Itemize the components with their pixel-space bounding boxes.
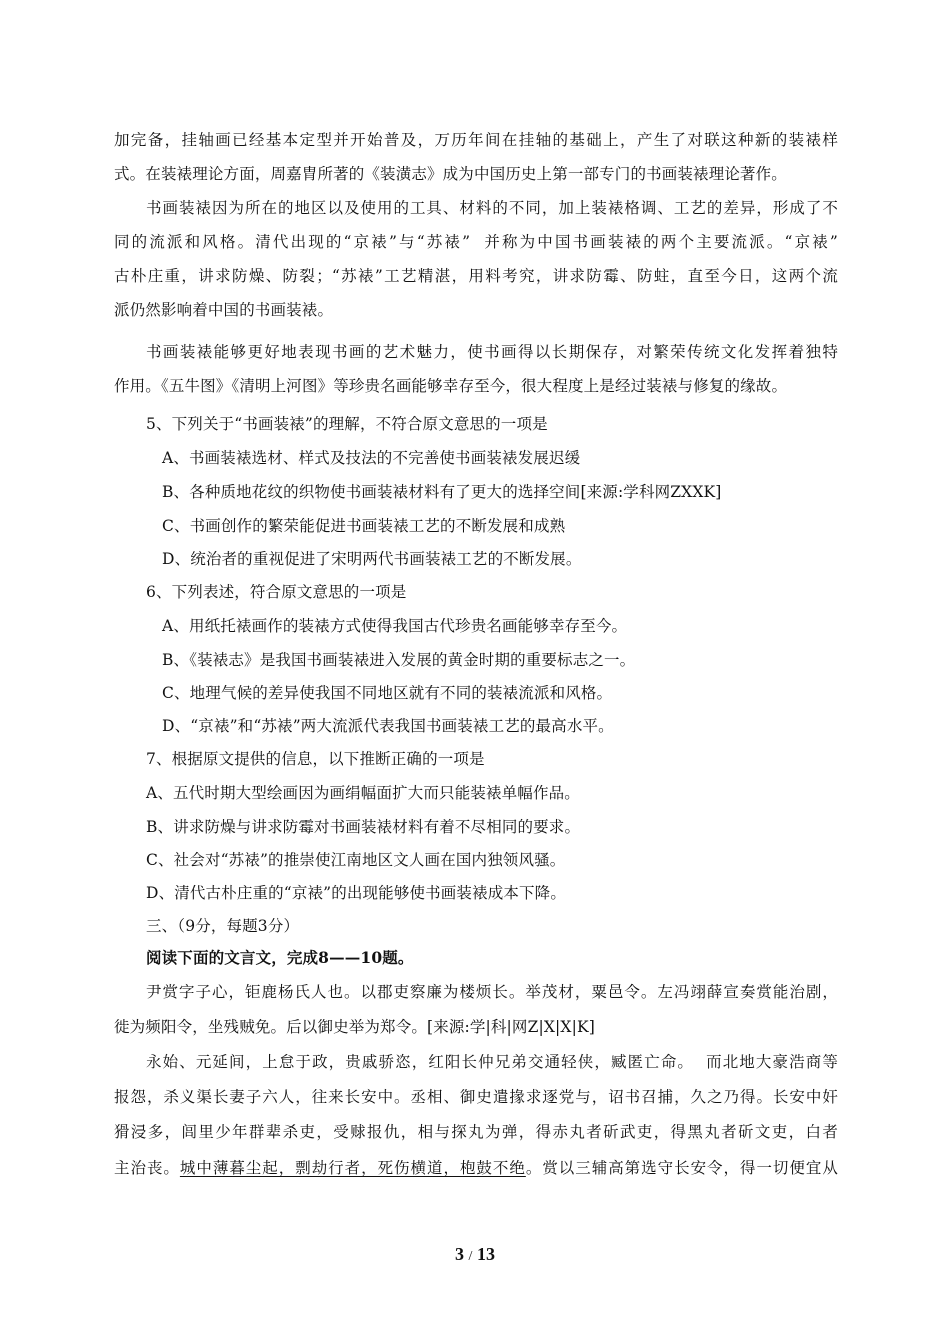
section-3-instruction: 阅读下面的文言文，完成8——10题。 (146, 948, 414, 967)
classical-text-line: 报怨，杀义渠长妻子六人，往来长安中。丞相、御史遣掾求逐党与，诏书召捕，久之乃得。长安中奸 (114, 1088, 838, 1106)
question-5-option-c: C、书画创作的繁荣能促进书画装裱工艺的不断发展和成熟 (162, 517, 566, 535)
section-3-heading: 三、（9分，每题3分） (146, 917, 300, 935)
question-6-option-c: C、地理气候的差异使我国不同地区就有不同的装裱流派和风格。 (162, 684, 613, 702)
paragraph-line: 古朴庄重，讲求防燥、防裂；“苏裱”工艺精湛，用料考究，讲求防霉、防蛀，直至今日，这两个流 (114, 267, 838, 285)
paragraph-line: 同的流派和风格。清代出现的“京裱”与“苏裱” 并称为中国书画装裱的两个主要流派。“京裱” (114, 233, 838, 251)
paragraph-line: 加完备，挂轴画已经基本定型并开始普及，万历年间在挂轴的基础上，产生了对联这种新的装裱样 (114, 131, 838, 149)
classical-text-line: 猾浸多，闾里少年群辈杀吏，受赇报仇，相与探丸为弹，得赤丸者斫武吏，得黑丸者斫文吏，白者 (114, 1123, 838, 1141)
question-5-stem: 5、下列关于“书画装裱”的理解，不符合原文意思的一项是 (146, 415, 548, 433)
question-6-option-b: B、《装裱志》是我国书画装裱进入发展的黄金时期的重要标志之一。 (162, 651, 636, 669)
last-line-suffix: 。赏以三辅高第选守长安令，得一切便宜从 (525, 1159, 839, 1177)
underlined-sentence: 城中薄暮尘起，剽劫行者，死伤横道，枹鼓不绝 (179, 1159, 526, 1177)
question-6-option-a: A、用纸托裱画作的装裱方式使得我国古代珍贵名画能够幸存至今。 (162, 617, 628, 635)
classical-text-last-line (114, 1158, 838, 1178)
paragraph-line: 作用。《五牛图》《清明上河图》等珍贵名画能够幸存至今，很大程度上是经过装裱与修复的缘故。 (114, 377, 788, 395)
classical-text-line: 徙为频阳令，坐残贼免。后以御史举为郑令。[来源:学|科|网Z|X|X|K] (114, 1018, 595, 1036)
page-separator: / (468, 1249, 473, 1264)
page-number (0, 1244, 950, 1265)
classical-text-line: 尹赏字子心，钜鹿杨氏人也。以郡吏察廉为楼烦长。举茂材，粟邑令。左冯翊薛宣奏赏能治剧， (146, 983, 838, 1001)
question-7-option-c: C、社会对“苏裱”的推崇使江南地区文人画在国内独领风骚。 (146, 851, 566, 869)
paragraph-line: 书画装裱因为所在的地区以及使用的工具、材料的不同，加上装裱格调、工艺的差异，形成了不 (146, 199, 838, 217)
question-7-option-d: D、清代古朴庄重的“京裱”的出现能够使书画装裱成本下降。 (146, 884, 566, 902)
question-7-option-a: A、五代时期大型绘画因为画绢幅面扩大而只能装裱单幅作品。 (146, 784, 580, 802)
paragraph-line: 书画装裱能够更好地表现书画的艺术魅力，使书画得以长期保存，对繁荣传统文化发挥着独特 (146, 343, 838, 361)
question-5-option-d: D、统治者的重视促进了宋明两代书画装裱工艺的不断发展。 (162, 550, 582, 568)
question-6-option-d: D、“京裱”和“苏裱”两大流派代表我国书画装裱工艺的最高水平。 (162, 717, 614, 735)
question-5-option-a: A、书画装裱选材、样式及技法的不完善使书画装裱发展迟缓 (162, 449, 581, 467)
paragraph-line: 派仍然影响着中国的书画装裱。 (114, 301, 334, 319)
question-7-option-b: B、讲求防燥与讲求防霉对书画装裱材料有着不尽相同的要求。 (146, 818, 581, 836)
last-line-prefix: 主治丧。 (114, 1159, 180, 1177)
current-page: 3 (455, 1244, 465, 1264)
total-pages: 13 (476, 1244, 495, 1264)
question-5-option-b: B、各种质地花纹的织物使书画装裱材料有了更大的选择空间[来源:学科网ZXXK] (162, 483, 722, 501)
classical-text-line: 永始、元延间，上怠于政，贵戚骄恣，红阳长仲兄弟交通轻侠，臧匿亡命。 而北地大豪浩商等 (146, 1053, 838, 1071)
paragraph-line: 式。在装裱理论方面，周嘉胄所著的《装潢志》成为中国历史上第一部专门的书画装裱理论著作。 (114, 165, 787, 183)
question-6-stem: 6、下列表述，符合原文意思的一项是 (146, 583, 407, 601)
question-7-stem: 7、根据原文提供的信息，以下推断正确的一项是 (146, 750, 485, 768)
